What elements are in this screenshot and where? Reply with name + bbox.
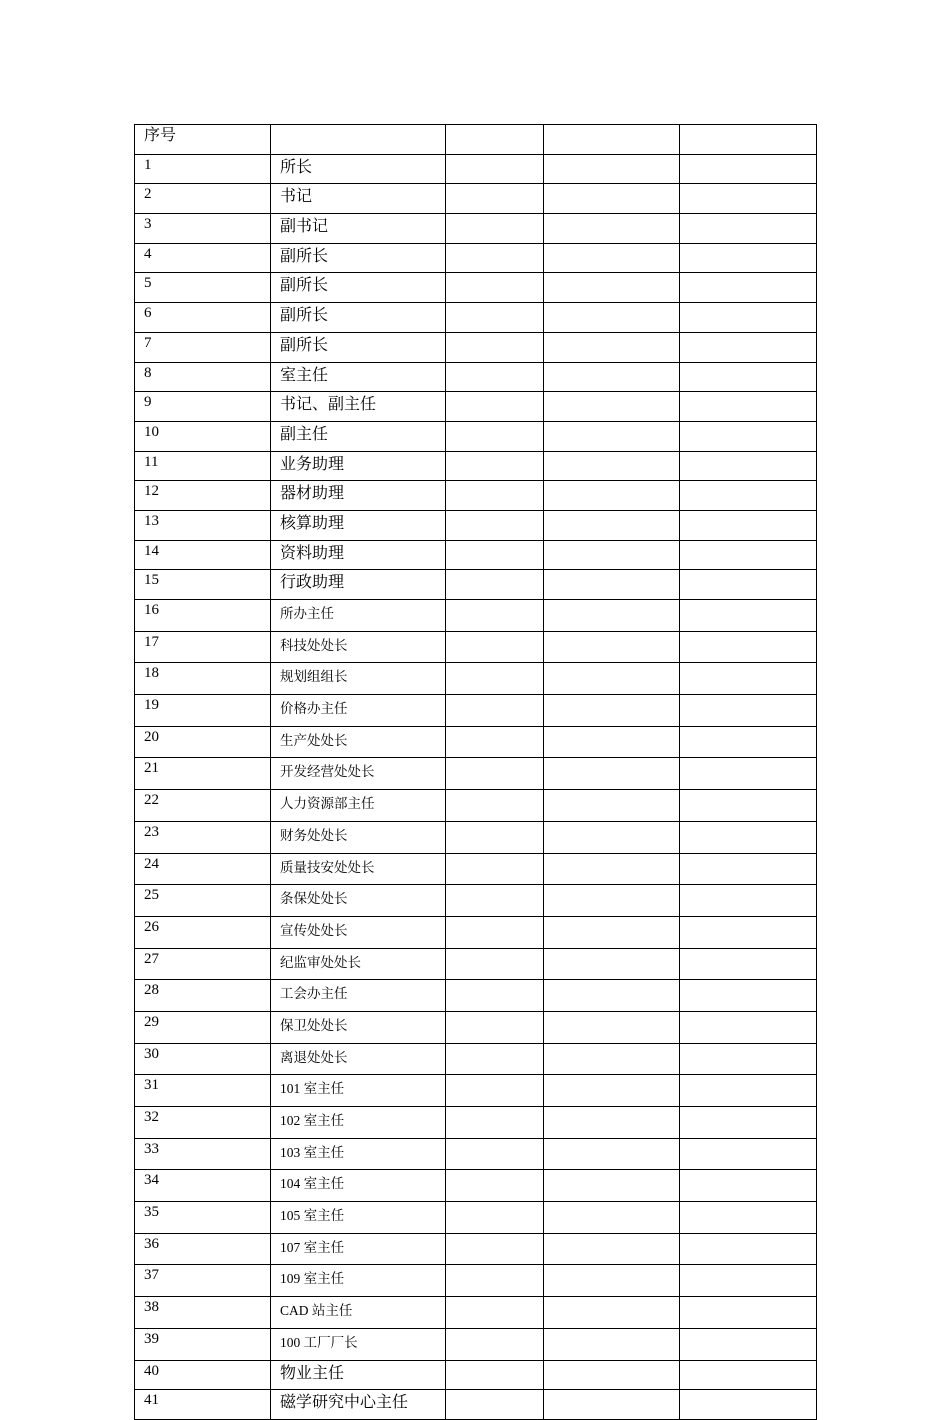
empty-cell <box>544 451 680 481</box>
empty-cell <box>680 758 817 790</box>
empty-cell <box>544 1297 680 1329</box>
serial-number-cell: 15 <box>135 570 271 600</box>
position-title-cell: 所办主任 <box>271 600 446 632</box>
table-row <box>135 243 817 273</box>
empty-cell <box>446 821 544 853</box>
table-row <box>135 695 817 727</box>
empty-cell <box>680 451 817 481</box>
empty-cell <box>680 154 817 184</box>
empty-cell <box>446 421 544 451</box>
empty-cell <box>544 362 680 392</box>
serial-number-cell: 26 <box>135 916 271 948</box>
empty-cell <box>680 1011 817 1043</box>
empty-cell <box>544 481 680 511</box>
position-title-cell: 书记 <box>271 184 446 214</box>
empty-cell <box>446 980 544 1012</box>
position-title-cell: 人力资源部主任 <box>271 790 446 822</box>
empty-cell <box>446 451 544 481</box>
position-title-cell: 器材助理 <box>271 481 446 511</box>
empty-cell <box>544 1138 680 1170</box>
empty-cell <box>446 1233 544 1265</box>
serial-number-cell: 23 <box>135 821 271 853</box>
position-title-cell: 107 室主任 <box>271 1233 446 1265</box>
empty-cell <box>680 1233 817 1265</box>
table-row <box>135 821 817 853</box>
empty-cell <box>680 1202 817 1234</box>
empty-cell <box>680 184 817 214</box>
position-title-cell: 副主任 <box>271 421 446 451</box>
empty-cell <box>680 303 817 333</box>
table-row <box>135 481 817 511</box>
empty-cell <box>680 481 817 511</box>
position-title-cell: 103 室主任 <box>271 1138 446 1170</box>
table-header-row <box>135 125 817 155</box>
table-row <box>135 421 817 451</box>
empty-cell <box>544 1233 680 1265</box>
header-cell-5 <box>680 125 817 155</box>
table-row <box>135 451 817 481</box>
position-title-cell: 行政助理 <box>271 570 446 600</box>
serial-number-cell: 39 <box>135 1328 271 1360</box>
position-title-cell: 纪监审处处长 <box>271 948 446 980</box>
position-title-cell: 业务助理 <box>271 451 446 481</box>
header-cell-4 <box>544 125 680 155</box>
empty-cell <box>446 1328 544 1360</box>
empty-cell <box>446 154 544 184</box>
empty-cell <box>446 1360 544 1390</box>
position-title-cell: 价格办主任 <box>271 695 446 727</box>
empty-cell <box>544 540 680 570</box>
empty-cell <box>544 154 680 184</box>
position-title-cell: CAD 站主任 <box>271 1297 446 1329</box>
empty-cell <box>680 540 817 570</box>
empty-cell <box>544 948 680 980</box>
empty-cell <box>544 853 680 885</box>
position-title-cell: 副所长 <box>271 332 446 362</box>
empty-cell <box>680 726 817 758</box>
empty-cell <box>446 1138 544 1170</box>
serial-number-cell: 38 <box>135 1297 271 1329</box>
table-row <box>135 853 817 885</box>
empty-cell <box>446 758 544 790</box>
position-title-cell: 物业主任 <box>271 1360 446 1390</box>
empty-cell <box>446 1075 544 1107</box>
position-title-cell: 宣传处处长 <box>271 916 446 948</box>
empty-cell <box>544 790 680 822</box>
empty-cell <box>446 631 544 663</box>
empty-cell <box>544 885 680 917</box>
empty-cell <box>680 1170 817 1202</box>
serial-number-cell: 14 <box>135 540 271 570</box>
empty-cell <box>446 540 544 570</box>
serial-number-cell: 3 <box>135 214 271 244</box>
empty-cell <box>446 1202 544 1234</box>
empty-cell <box>680 695 817 727</box>
empty-cell <box>446 1170 544 1202</box>
empty-cell <box>446 1390 544 1420</box>
serial-number-cell: 33 <box>135 1138 271 1170</box>
empty-cell <box>446 1265 544 1297</box>
empty-cell <box>680 853 817 885</box>
table-row <box>135 1075 817 1107</box>
empty-cell <box>680 1297 817 1329</box>
empty-cell <box>544 184 680 214</box>
serial-number-cell: 18 <box>135 663 271 695</box>
table-row <box>135 790 817 822</box>
table-row <box>135 570 817 600</box>
empty-cell <box>446 916 544 948</box>
position-table-body <box>135 125 817 1420</box>
position-title-cell: 离退处处长 <box>271 1043 446 1075</box>
empty-cell <box>544 631 680 663</box>
serial-number-cell: 35 <box>135 1202 271 1234</box>
table-row <box>135 510 817 540</box>
position-title-cell: 109 室主任 <box>271 1265 446 1297</box>
empty-cell <box>544 214 680 244</box>
empty-cell <box>680 421 817 451</box>
position-title-cell: 副所长 <box>271 303 446 333</box>
empty-cell <box>446 303 544 333</box>
table-row <box>135 948 817 980</box>
empty-cell <box>544 510 680 540</box>
position-title-cell: 规划组组长 <box>271 663 446 695</box>
position-title-cell: 所长 <box>271 154 446 184</box>
empty-cell <box>680 1265 817 1297</box>
position-title-cell: 核算助理 <box>271 510 446 540</box>
serial-number-cell: 10 <box>135 421 271 451</box>
position-title-cell: 条保处处长 <box>271 885 446 917</box>
serial-number-cell: 7 <box>135 332 271 362</box>
position-title-cell: 100 工厂厂长 <box>271 1328 446 1360</box>
table-row <box>135 362 817 392</box>
position-title-cell: 财务处处长 <box>271 821 446 853</box>
position-title-cell: 开发经营处处长 <box>271 758 446 790</box>
serial-number-cell: 13 <box>135 510 271 540</box>
empty-cell <box>680 510 817 540</box>
empty-cell <box>446 853 544 885</box>
empty-cell <box>446 600 544 632</box>
position-title-cell: 副书记 <box>271 214 446 244</box>
table-row <box>135 1011 817 1043</box>
empty-cell <box>544 1202 680 1234</box>
serial-number-cell: 25 <box>135 885 271 917</box>
table-row <box>135 540 817 570</box>
empty-cell <box>544 243 680 273</box>
table-row <box>135 1360 817 1390</box>
table-row <box>135 980 817 1012</box>
table-row <box>135 600 817 632</box>
empty-cell <box>446 214 544 244</box>
empty-cell <box>544 1170 680 1202</box>
position-title-cell: 工会办主任 <box>271 980 446 1012</box>
empty-cell <box>544 570 680 600</box>
serial-number-cell: 5 <box>135 273 271 303</box>
serial-number-cell: 6 <box>135 303 271 333</box>
empty-cell <box>446 726 544 758</box>
position-title-cell: 104 室主任 <box>271 1170 446 1202</box>
serial-number-cell: 21 <box>135 758 271 790</box>
empty-cell <box>680 980 817 1012</box>
empty-cell <box>544 1390 680 1420</box>
empty-cell <box>544 916 680 948</box>
position-title-cell: 102 室主任 <box>271 1107 446 1139</box>
empty-cell <box>544 1075 680 1107</box>
empty-cell <box>446 1107 544 1139</box>
serial-number-cell: 11 <box>135 451 271 481</box>
serial-number-cell: 24 <box>135 853 271 885</box>
empty-cell <box>446 695 544 727</box>
serial-number-cell: 4 <box>135 243 271 273</box>
empty-cell <box>446 481 544 511</box>
empty-cell <box>680 663 817 695</box>
empty-cell <box>680 916 817 948</box>
empty-cell <box>544 1043 680 1075</box>
empty-cell <box>544 1360 680 1390</box>
table-row <box>135 1390 817 1420</box>
empty-cell <box>446 1011 544 1043</box>
empty-cell <box>446 885 544 917</box>
empty-cell <box>544 1107 680 1139</box>
position-title-cell: 书记、副主任 <box>271 392 446 422</box>
empty-cell <box>680 885 817 917</box>
serial-number-cell: 30 <box>135 1043 271 1075</box>
table-row <box>135 1202 817 1234</box>
table-row <box>135 663 817 695</box>
position-title-cell: 生产处处长 <box>271 726 446 758</box>
empty-cell <box>680 821 817 853</box>
empty-cell <box>446 510 544 540</box>
position-title-cell: 室主任 <box>271 362 446 392</box>
empty-cell <box>680 1360 817 1390</box>
empty-cell <box>544 821 680 853</box>
empty-cell <box>446 790 544 822</box>
position-title-cell: 保卫处处长 <box>271 1011 446 1043</box>
empty-cell <box>680 362 817 392</box>
empty-cell <box>680 790 817 822</box>
serial-number-cell: 37 <box>135 1265 271 1297</box>
serial-number-cell: 32 <box>135 1107 271 1139</box>
empty-cell <box>446 570 544 600</box>
serial-number-cell: 1 <box>135 154 271 184</box>
header-cell-2 <box>271 125 446 155</box>
position-title-cell: 科技处处长 <box>271 631 446 663</box>
serial-number-cell: 19 <box>135 695 271 727</box>
empty-cell <box>446 948 544 980</box>
empty-cell <box>680 1328 817 1360</box>
empty-cell <box>446 392 544 422</box>
empty-cell <box>544 392 680 422</box>
table-row <box>135 1265 817 1297</box>
table-row <box>135 184 817 214</box>
serial-number-cell: 29 <box>135 1011 271 1043</box>
empty-cell <box>680 1043 817 1075</box>
empty-cell <box>446 332 544 362</box>
empty-cell <box>680 332 817 362</box>
serial-number-cell: 2 <box>135 184 271 214</box>
header-cell-serial: 序号 <box>135 125 271 155</box>
empty-cell <box>680 273 817 303</box>
empty-cell <box>544 600 680 632</box>
table-row <box>135 631 817 663</box>
empty-cell <box>680 392 817 422</box>
table-row <box>135 1297 817 1329</box>
empty-cell <box>544 1011 680 1043</box>
serial-number-cell: 20 <box>135 726 271 758</box>
empty-cell <box>446 663 544 695</box>
position-title-cell: 副所长 <box>271 243 446 273</box>
serial-number-cell: 34 <box>135 1170 271 1202</box>
empty-cell <box>680 243 817 273</box>
empty-cell <box>446 184 544 214</box>
empty-cell <box>544 695 680 727</box>
table-row <box>135 1170 817 1202</box>
position-title-cell: 副所长 <box>271 273 446 303</box>
table-row <box>135 726 817 758</box>
empty-cell <box>446 1043 544 1075</box>
table-row <box>135 758 817 790</box>
empty-cell <box>680 570 817 600</box>
table-row <box>135 916 817 948</box>
serial-number-cell: 41 <box>135 1390 271 1420</box>
position-title-cell: 101 室主任 <box>271 1075 446 1107</box>
empty-cell <box>680 1390 817 1420</box>
table-row <box>135 1328 817 1360</box>
position-title-cell: 105 室主任 <box>271 1202 446 1234</box>
table-row <box>135 392 817 422</box>
empty-cell <box>680 1107 817 1139</box>
table-row <box>135 1043 817 1075</box>
position-table <box>134 124 817 1420</box>
table-row <box>135 1233 817 1265</box>
position-title-cell: 质量技安处处长 <box>271 853 446 885</box>
empty-cell <box>680 1075 817 1107</box>
serial-number-cell: 28 <box>135 980 271 1012</box>
serial-number-cell: 9 <box>135 392 271 422</box>
table-row <box>135 1107 817 1139</box>
serial-number-cell: 22 <box>135 790 271 822</box>
empty-cell <box>446 273 544 303</box>
serial-number-cell: 36 <box>135 1233 271 1265</box>
serial-number-cell: 31 <box>135 1075 271 1107</box>
serial-number-cell: 40 <box>135 1360 271 1390</box>
table-row <box>135 273 817 303</box>
serial-number-cell: 8 <box>135 362 271 392</box>
table-row <box>135 303 817 333</box>
table-row <box>135 214 817 244</box>
empty-cell <box>544 663 680 695</box>
table-row <box>135 154 817 184</box>
empty-cell <box>446 243 544 273</box>
empty-cell <box>680 214 817 244</box>
table-row <box>135 1138 817 1170</box>
empty-cell <box>680 1138 817 1170</box>
empty-cell <box>544 726 680 758</box>
empty-cell <box>544 303 680 333</box>
empty-cell <box>544 421 680 451</box>
table-row <box>135 332 817 362</box>
empty-cell <box>446 1297 544 1329</box>
empty-cell <box>544 273 680 303</box>
empty-cell <box>544 980 680 1012</box>
empty-cell <box>680 948 817 980</box>
empty-cell <box>544 1328 680 1360</box>
position-title-cell: 资料助理 <box>271 540 446 570</box>
empty-cell <box>544 1265 680 1297</box>
empty-cell <box>446 362 544 392</box>
position-title-cell: 磁学研究中心主任 <box>271 1390 446 1420</box>
serial-number-cell: 27 <box>135 948 271 980</box>
empty-cell <box>680 600 817 632</box>
header-cell-3 <box>446 125 544 155</box>
serial-number-cell: 17 <box>135 631 271 663</box>
table-row <box>135 885 817 917</box>
serial-number-cell: 12 <box>135 481 271 511</box>
empty-cell <box>680 631 817 663</box>
empty-cell <box>544 758 680 790</box>
serial-number-cell: 16 <box>135 600 271 632</box>
empty-cell <box>544 332 680 362</box>
